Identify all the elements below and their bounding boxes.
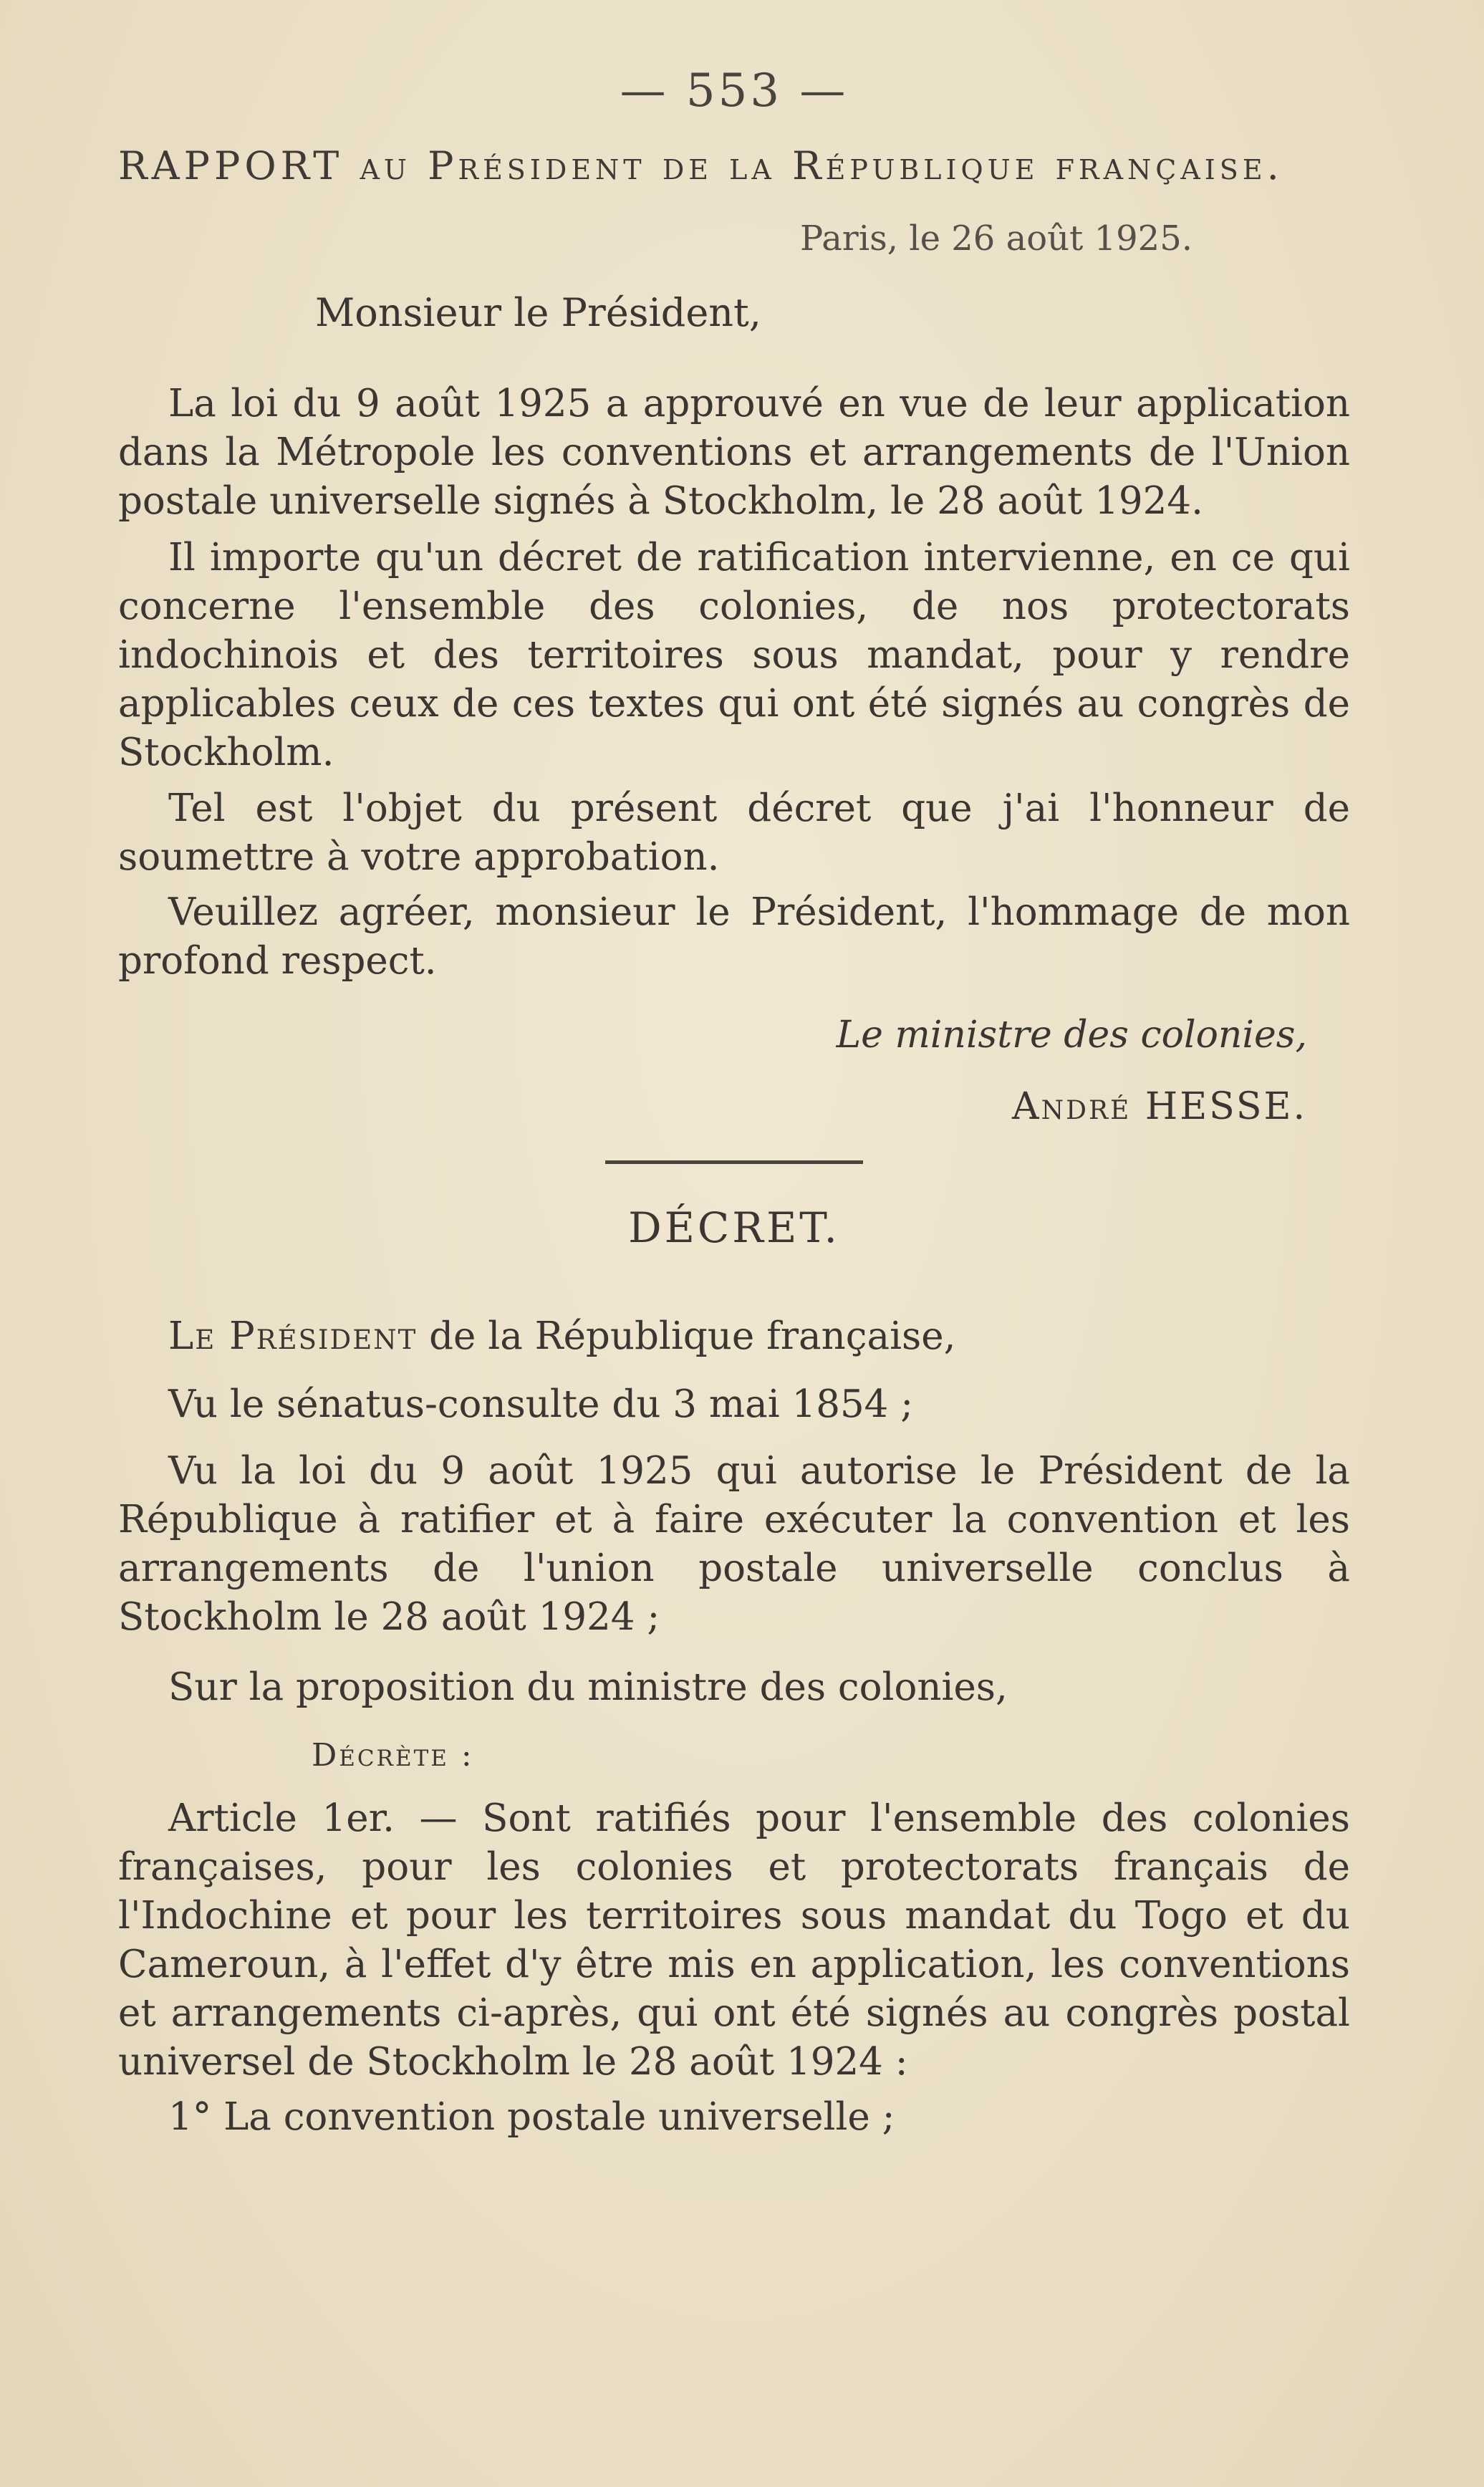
report-paragraph-1: La loi du 9 août 1925 a approuvé en vue de leur application dans la Métropole les conventions et arrangements de l'Union postale universelle signés à Stockholm, le 28 août 1924. — [118, 382, 1350, 523]
decree-article-1: Article 1er. — Sont ratifiés pour l'ensemble des colonies françaises, pour les colonies et protectorats français de l'Indochine et pour les territoires sous mandat du Togo et du Cameroun, à l'effet d'y être mis en application, les conventions et arrangements ci-après, qui ont été signés au congrès postal universel de Stockholm le 28 août 1924 : — [118, 1796, 1350, 2084]
decree-vu-loi: Vu la loi du 9 août 1925 qui autorise le Président de la République à ratifier et à faire exécuter la convention et les arrangements de l'union postale universelle conclus à Stockholm le 28 août 1924 ; — [118, 1449, 1350, 1639]
decree-decrete: Décrète : — [312, 1737, 474, 1774]
decree-proposition: Sur la proposition du ministre des colonies, — [168, 1665, 1008, 1709]
salutation: Monsieur le Président, — [315, 290, 761, 335]
decree-intro-prefix: Le Président — [168, 1314, 418, 1358]
decree-title: DÉCRET. — [628, 1203, 840, 1252]
decree-intro — [168, 1314, 955, 1358]
report-paragraph-3: Tel est l'objet du présent décret que j'ai l'honneur de soumettre à votre approbation. — [118, 786, 1350, 879]
section-divider — [605, 1160, 863, 1164]
report-paragraph-4: Veuillez agréer, monsieur le Président, l'hommage de mon profond respect. — [118, 890, 1350, 983]
report-paragraph-2: Il importe qu'un décret de ratification intervienne, en ce qui concerne l'ensemble des colonies, de nos protectorats indochinois et des territoires sous mandat, pour y rendre applicables ceux de ces textes qui ont été signés au congrès de Stockholm. — [118, 536, 1350, 774]
page-number: — 553 — — [620, 64, 849, 117]
signature-title: Le ministre des colonies, — [836, 1014, 1307, 1057]
signature-name: André HESSE. — [1012, 1085, 1307, 1128]
decree-vu-senatus: Vu le sénatus-consulte du 3 mai 1854 ; — [168, 1382, 914, 1426]
decree-item-1: 1° La convention postale universelle ; — [168, 2095, 895, 2139]
decree-intro-rest: de la République française, — [417, 1314, 956, 1358]
dateline: Paris, le 26 août 1925. — [800, 218, 1192, 259]
document-page — [118, 64, 1350, 2428]
report-title: RAPPORT au Président de la République française. — [118, 143, 1283, 188]
